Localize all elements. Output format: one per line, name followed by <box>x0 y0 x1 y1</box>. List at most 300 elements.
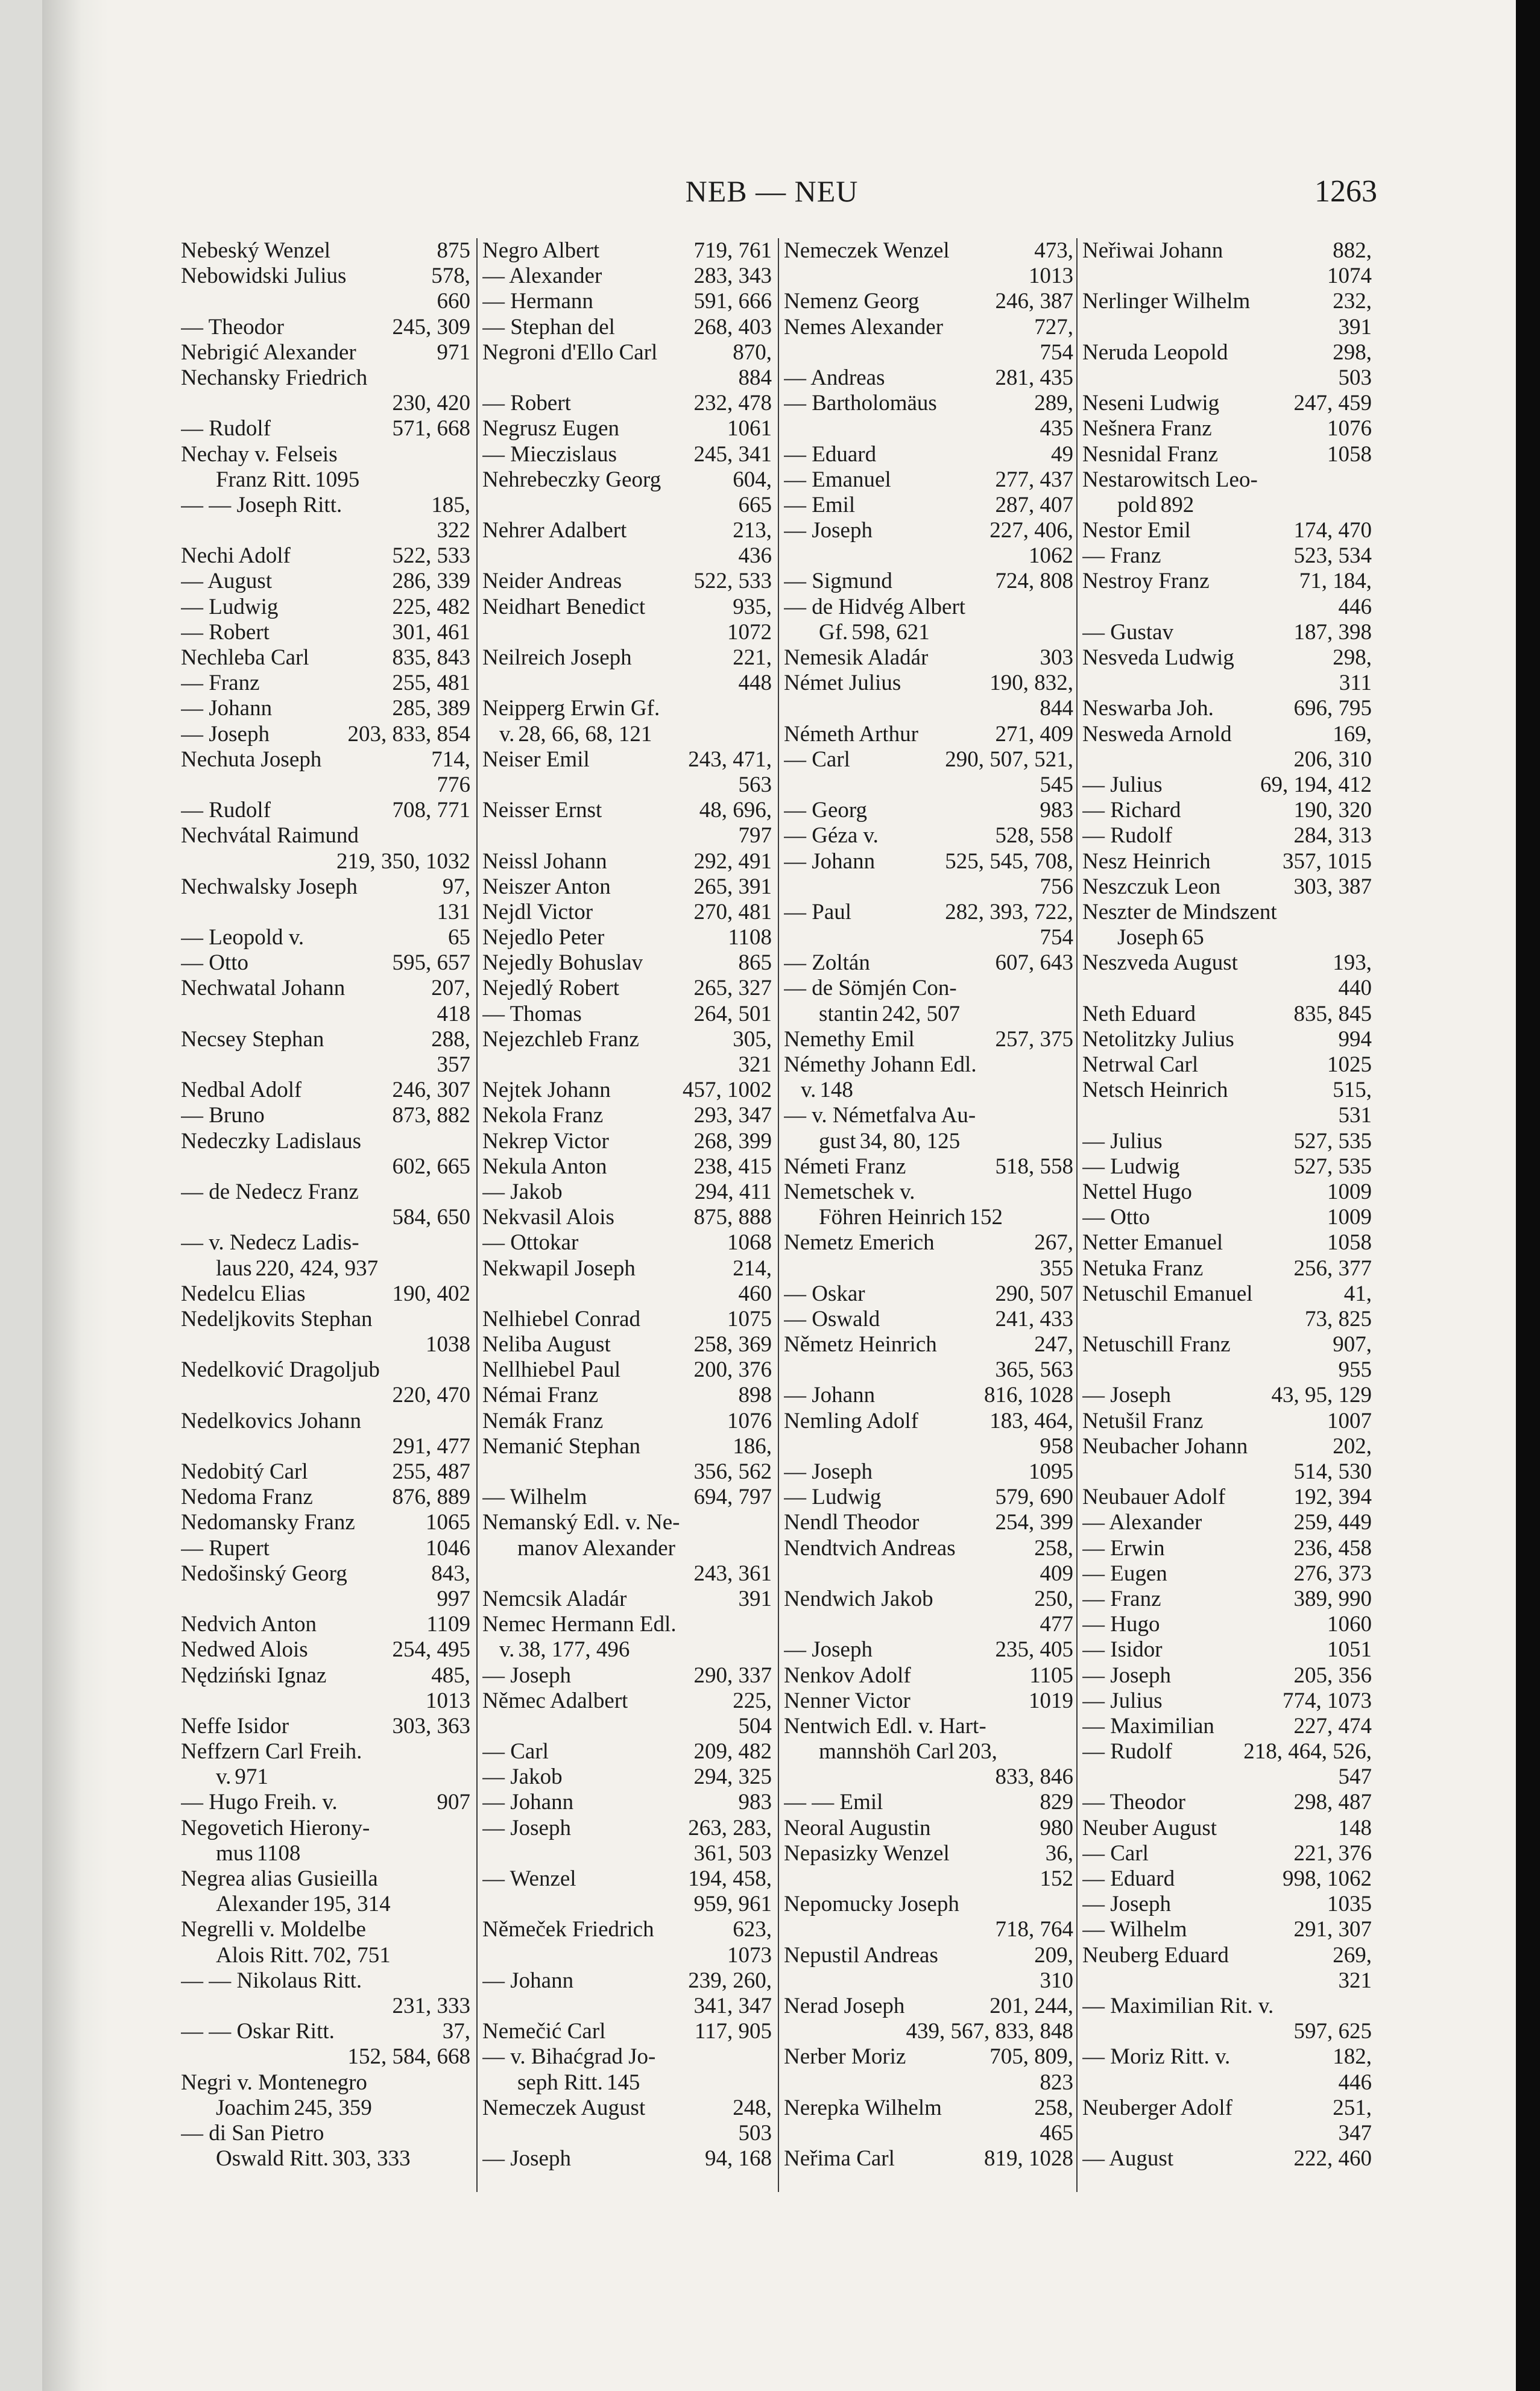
entry-pages: 34, 80, 125 <box>859 1128 961 1154</box>
index-entry <box>1082 2070 1372 2096</box>
entry-name: Nemečić Carl <box>482 2019 606 2044</box>
index-entry <box>784 1409 1073 1434</box>
index-entry <box>482 1485 772 1510</box>
entry-pages: 485, <box>431 1663 470 1688</box>
entry-pages: 241, 433 <box>995 1306 1073 1331</box>
index-entry <box>181 2044 470 2070</box>
index-entry <box>1082 1790 1372 1815</box>
index-entry <box>1082 1764 1372 1790</box>
entry-pages: 1095 <box>1029 1459 1073 1484</box>
entry-name: — Stephan del <box>482 314 615 340</box>
entry-name: — Ludwig <box>784 1485 882 1510</box>
index-entry <box>1082 1485 1372 1510</box>
entry-pages: 418 <box>437 1001 470 1026</box>
entry-name: — Johann <box>482 1968 574 1993</box>
index-entry <box>181 2121 470 2146</box>
entry-pages: 209, <box>1034 1942 1073 1968</box>
entry-name: Joseph <box>1117 925 1178 950</box>
entry-pages: 1076 <box>1327 416 1372 441</box>
entry-name: Nekwapil Joseph <box>482 1256 636 1281</box>
index-entry <box>784 340 1073 365</box>
index-entry <box>482 238 772 264</box>
entry-pages: 882, <box>1333 238 1372 263</box>
entry-name: Neilreich Joseph <box>482 645 632 670</box>
index-entry <box>181 1866 470 1892</box>
entry-pages: 665 <box>738 492 772 517</box>
entry-pages: 185, <box>431 492 470 517</box>
entry-pages: 284, 313 <box>1293 823 1372 848</box>
index-entry <box>482 2019 772 2044</box>
index-entry <box>181 315 470 340</box>
index-entry <box>784 1459 1073 1485</box>
entry-pages: 303, 387 <box>1293 874 1372 899</box>
index-entry <box>482 1637 772 1663</box>
entry-name: Negrea alias Gusieilla <box>181 1866 378 1891</box>
index-entry <box>1082 1409 1372 1434</box>
index-entry <box>784 1485 1073 1510</box>
index-entry <box>181 1434 470 1459</box>
entry-pages: 545 <box>1040 772 1073 797</box>
entry-name: — Jakob <box>482 1764 563 1790</box>
entry-pages: 254, 495 <box>392 1637 470 1663</box>
index-entry <box>482 1332 772 1357</box>
entry-name: — Rudolf <box>1082 823 1173 848</box>
entry-name: Neruda Leopold <box>1082 340 1228 365</box>
entry-pages: 41, <box>1343 1281 1372 1306</box>
entry-name: Netušil Franz <box>1082 1408 1204 1433</box>
entry-pages: 365, 563 <box>995 1357 1073 1383</box>
entry-pages: 303, 363 <box>392 1713 470 1739</box>
index-entry <box>181 1129 470 1154</box>
scan-edge-shadow <box>42 0 109 2391</box>
index-entry <box>181 1587 470 1612</box>
entry-name: — Joseph <box>482 2146 571 2171</box>
column-rule <box>1076 238 1078 2192</box>
index-entry <box>482 874 772 900</box>
entry-name: — Joseph <box>1082 1892 1171 1917</box>
entry-name: — Carl <box>784 747 850 772</box>
entry-pages: 38, 177, 496 <box>518 1637 630 1663</box>
entry-name: Nepasizky Wenzel <box>784 1840 950 1866</box>
entry-name: — Ottokar <box>482 1230 579 1256</box>
index-entry <box>1082 2146 1372 2171</box>
entry-name: laus <box>216 1256 252 1281</box>
entry-name: — Franz <box>1082 1586 1161 1611</box>
index-entry <box>181 493 470 518</box>
index-entry <box>784 289 1073 314</box>
index-entry <box>482 1205 772 1230</box>
index-entry <box>181 1154 470 1180</box>
entry-pages: 222, 460 <box>1293 2146 1372 2171</box>
index-entry <box>482 1180 772 1205</box>
entry-name: Nesveda Ludwig <box>1082 645 1234 670</box>
index-entry <box>181 518 470 543</box>
index-entry <box>1082 1968 1372 1994</box>
index-entry <box>482 1129 772 1154</box>
index-entry <box>181 1027 470 1052</box>
entry-name: Negrusz Eugen <box>482 416 620 441</box>
entry-pages: 584, 650 <box>392 1205 470 1230</box>
index-entry <box>482 1154 772 1180</box>
running-head <box>0 174 1540 228</box>
index-entry <box>181 1816 470 1841</box>
entry-pages: 1009 <box>1327 1179 1372 1204</box>
index-entry <box>482 1256 772 1281</box>
entry-pages: 473, <box>1034 238 1073 263</box>
entry-pages: 200, 376 <box>693 1357 772 1383</box>
index-entry <box>1082 264 1372 289</box>
entry-name: — di San Pietro <box>181 2120 324 2146</box>
entry-pages: 571, 668 <box>392 416 470 441</box>
entry-name: Němec Adalbert <box>482 1688 628 1713</box>
index-entry <box>482 543 772 569</box>
entry-pages: 1061 <box>727 416 772 441</box>
index-entry <box>482 569 772 594</box>
entry-pages: 958 <box>1040 1433 1073 1459</box>
entry-name: Neffzern Carl Freih. <box>181 1739 362 1764</box>
entry-pages: 527, 535 <box>1293 1154 1372 1179</box>
index-entry <box>482 1764 772 1790</box>
entry-name: Nekola Franz <box>482 1103 604 1128</box>
entry-pages: 708, 771 <box>392 798 470 823</box>
entry-name: Netrwal Carl <box>1082 1052 1199 1077</box>
index-entry <box>181 1612 470 1637</box>
index-entry <box>482 823 772 848</box>
entry-name: Nekrep Victor <box>482 1128 609 1154</box>
entry-pages: 43, 95, 129 <box>1271 1383 1372 1408</box>
entry-pages: 37, <box>442 2019 470 2044</box>
entry-pages: 1025 <box>1327 1052 1372 1077</box>
index-entry <box>784 1383 1073 1408</box>
index-entry <box>181 1256 470 1281</box>
index-entry <box>482 1536 772 1561</box>
entry-name: Nellhiebel Paul <box>482 1357 621 1383</box>
entry-pages: 756 <box>1040 874 1073 899</box>
entry-pages: 263, 283, <box>688 1815 772 1840</box>
index-entry <box>482 1434 772 1459</box>
entry-pages: 724, 808 <box>995 569 1073 594</box>
entry-name: — Moriz Ritt. v. <box>1082 2044 1231 2070</box>
index-entry <box>784 1790 1073 1815</box>
index-entry <box>482 620 772 645</box>
entry-name: — Gustav <box>1082 619 1174 645</box>
index-entry <box>181 1103 470 1128</box>
entry-name: Neiser Emil <box>482 747 590 772</box>
entry-pages: 870, <box>733 340 772 365</box>
index-entry <box>1082 1230 1372 1256</box>
entry-pages: 503 <box>1338 365 1372 390</box>
entry-name: Neubacher Johann <box>1082 1433 1248 1459</box>
index-entry <box>1082 1841 1372 1866</box>
entry-pages: 356, 562 <box>693 1459 772 1484</box>
entry-name: Negro Albert <box>482 238 600 263</box>
index-entry <box>1082 1739 1372 1764</box>
index-entry <box>181 900 470 925</box>
index-columns <box>181 238 1381 2192</box>
entry-pages: 435 <box>1040 416 1073 441</box>
entry-pages: 291, 307 <box>1293 1917 1372 1942</box>
index-entry <box>784 1739 1073 1764</box>
entry-pages: 259, 449 <box>1293 1510 1372 1535</box>
entry-name: Netuka Franz <box>1082 1256 1204 1281</box>
index-entry <box>181 1790 470 1815</box>
entry-pages: 190, 402 <box>392 1281 470 1306</box>
entry-name: — Julius <box>1082 772 1163 797</box>
entry-name: Neřiwai Johann <box>1082 238 1223 263</box>
entry-pages: 221, 376 <box>1293 1840 1372 1866</box>
entry-pages: 277, 437 <box>995 467 1073 492</box>
entry-name: v. <box>499 721 515 747</box>
entry-name: — Richard <box>1082 798 1181 823</box>
index-entry <box>181 2146 470 2171</box>
entry-pages: 719, 761 <box>693 238 772 263</box>
entry-name: Neubauer Adolf <box>1082 1485 1226 1510</box>
entry-name: Nechleba Carl <box>181 645 309 670</box>
entry-pages: 232, <box>1333 289 1372 314</box>
entry-name: Nechvátal Raimund <box>181 823 359 848</box>
entry-name: — Franz <box>181 671 260 696</box>
entry-name: Nestor Emil <box>1082 518 1191 543</box>
entry-pages: 28, 66, 68, 121 <box>518 721 652 747</box>
entry-name: — Otto <box>181 950 249 976</box>
entry-pages: 238, 415 <box>693 1154 772 1179</box>
entry-pages: 220, 470 <box>392 1383 470 1408</box>
index-entry <box>181 1485 470 1510</box>
entry-pages: 203, 833, 854 <box>347 721 470 747</box>
index-entry <box>181 925 470 950</box>
index-entry <box>181 2096 470 2121</box>
index-entry <box>1082 1612 1372 1637</box>
entry-name: — Georg <box>784 798 868 823</box>
index-entry <box>1082 1307 1372 1332</box>
index-entry <box>784 1230 1073 1256</box>
entry-name: — Paul <box>784 899 852 924</box>
index-entry <box>1082 365 1372 391</box>
entry-pages: 152 <box>1040 1866 1073 1891</box>
entry-name: Nesz Heinrich <box>1082 848 1211 874</box>
index-entry <box>784 1052 1073 1078</box>
index-entry <box>784 1892 1073 1917</box>
entry-name: Neszczuk Leon <box>1082 874 1221 899</box>
entry-pages: 36, <box>1045 1840 1073 1866</box>
entry-pages: 514, 530 <box>1293 1459 1372 1484</box>
index-entry <box>784 2096 1073 2121</box>
index-entry <box>181 1052 470 1078</box>
entry-name: Nemanský Edl. v. Ne- <box>482 1510 680 1535</box>
entry-pages: 660 <box>437 289 470 314</box>
entry-name: Nehrebeczky Georg <box>482 467 661 492</box>
index-entry <box>1082 1383 1372 1408</box>
entry-pages: 341, 347 <box>693 1993 772 2018</box>
entry-name: Nedbal Adolf <box>181 1078 302 1103</box>
entry-pages: 705, 809, <box>989 2044 1073 2070</box>
index-entry <box>181 772 470 798</box>
index-entry <box>784 1307 1073 1332</box>
index-entry <box>1082 1866 1372 1892</box>
entry-pages: 255, 481 <box>392 671 470 696</box>
index-entry <box>482 900 772 925</box>
entry-pages: 186, <box>733 1433 772 1459</box>
entry-name: — Joseph <box>784 1459 873 1484</box>
entry-pages: 225, <box>733 1688 772 1713</box>
entry-pages: 230, 420 <box>392 391 470 416</box>
index-entry <box>1082 1078 1372 1103</box>
entry-name: — Hermann <box>482 289 593 314</box>
entry-name: Nerepka Wilhelm <box>784 2095 942 2120</box>
entry-name: — Maximilian Rit. v. <box>1082 1993 1274 2018</box>
entry-pages: 579, 690 <box>995 1485 1073 1510</box>
index-entry <box>1082 1561 1372 1587</box>
entry-pages: 457, 1002 <box>683 1078 772 1103</box>
index-entry <box>482 1459 772 1485</box>
entry-pages: 776 <box>437 772 470 797</box>
index-entry <box>784 1688 1073 1714</box>
index-entry <box>181 874 470 900</box>
entry-name: Nešnera Franz <box>1082 416 1212 441</box>
scan-edge-right <box>1516 0 1540 2391</box>
index-entry <box>482 442 772 467</box>
entry-name: — Robert <box>482 391 571 416</box>
entry-name: — August <box>1082 2146 1174 2171</box>
entry-name: Neuber August <box>1082 1815 1217 1840</box>
entry-name: — Alexander <box>482 264 602 289</box>
entry-pages: 255, 487 <box>392 1459 470 1484</box>
entry-pages: 281, 435 <box>995 365 1073 390</box>
index-entry <box>482 1027 772 1052</box>
index-entry <box>181 747 470 772</box>
entry-pages: 293, 347 <box>693 1103 772 1128</box>
index-entry <box>482 1790 772 1815</box>
index-entry <box>784 315 1073 340</box>
entry-pages: 94, 168 <box>705 2146 772 2171</box>
entry-pages: 835, 845 <box>1293 1001 1372 1026</box>
index-entry <box>1082 1994 1372 2019</box>
index-entry <box>784 2044 1073 2070</box>
entry-pages: 182, <box>1333 2044 1372 2070</box>
index-entry <box>482 2146 772 2171</box>
index-entry <box>482 671 772 696</box>
entry-pages: 361, 503 <box>693 1840 772 1866</box>
index-entry <box>181 1078 470 1103</box>
index-entry <box>1082 772 1372 798</box>
index-entry <box>181 798 470 823</box>
entry-pages: 884 <box>738 365 772 390</box>
index-entry <box>784 1510 1073 1535</box>
index-entry <box>482 950 772 976</box>
entry-name: Negroni d'Ello Carl <box>482 340 658 365</box>
entry-name: — Joseph <box>181 721 270 747</box>
index-entry <box>784 2070 1073 2096</box>
entry-name: Netolitzky Julius <box>1082 1026 1234 1052</box>
index-entry <box>482 2121 772 2146</box>
entry-pages: 190, 832, <box>989 671 1073 696</box>
entry-name: — Ludwig <box>181 594 279 619</box>
index-entry <box>784 874 1073 900</box>
entry-name: Nekvasil Alois <box>482 1205 614 1230</box>
entry-pages: 1007 <box>1327 1408 1372 1433</box>
entry-pages: 287, 407 <box>995 492 1073 517</box>
index-entry <box>482 1816 772 1841</box>
entry-pages: 774, 1073 <box>1283 1688 1372 1713</box>
entry-pages: 219, 350, 1032 <box>336 848 470 874</box>
entry-name: — — Joseph Ritt. <box>181 492 342 517</box>
entry-pages: 391 <box>1338 314 1372 340</box>
entry-pages: 145 <box>606 2070 640 2095</box>
index-entry <box>482 493 772 518</box>
index-entry <box>1082 1434 1372 1459</box>
entry-pages: 205, 356 <box>1293 1663 1372 1688</box>
entry-name: Nendl Theodor <box>784 1510 920 1535</box>
entry-name: Nechansky Friedrich <box>181 365 368 390</box>
entry-name: — Johann <box>482 1790 574 1815</box>
entry-name: Nebowidski Julius <box>181 264 347 289</box>
index-entry <box>181 467 470 493</box>
entry-pages: 448 <box>738 671 772 696</box>
entry-pages: 980 <box>1040 1815 1073 1840</box>
entry-name: Neliba August <box>482 1332 611 1357</box>
index-entry <box>482 747 772 772</box>
entry-pages: 1058 <box>1327 1230 1372 1256</box>
entry-pages: 148 <box>819 1078 853 1103</box>
entry-pages: 267, <box>1034 1230 1073 1256</box>
index-entry <box>181 238 470 264</box>
index-entry <box>1082 340 1372 365</box>
entry-name: Nechay v. Felseis <box>181 441 338 467</box>
entry-name: Nedeczky Ladislaus <box>181 1128 361 1154</box>
entry-name: Negrelli v. Moldelbe <box>181 1917 366 1942</box>
entry-pages: 446 <box>1338 594 1372 619</box>
entry-pages: 754 <box>1040 340 1073 365</box>
entry-name: Nendtvich Andreas <box>784 1535 956 1561</box>
index-entry <box>482 1968 772 1994</box>
entry-name: Neider Andreas <box>482 569 622 594</box>
entry-name: — Johann <box>784 848 876 874</box>
index-entry <box>784 1561 1073 1587</box>
entry-name: Nejezchleb Franz <box>482 1026 639 1052</box>
entry-pages: 283, 343 <box>693 264 772 289</box>
entry-name: — — Nikolaus Ritt. <box>181 1968 362 1993</box>
entry-pages: 227, 406, <box>989 518 1073 543</box>
entry-name: Netsch Heinrich <box>1082 1078 1228 1103</box>
entry-name: Nedelković Dragoljub <box>181 1357 380 1383</box>
entry-pages: 522, 533 <box>392 543 470 569</box>
index-entry <box>181 849 470 874</box>
index-entry <box>181 595 470 620</box>
index-entry <box>1082 900 1372 925</box>
entry-pages: 236, 458 <box>1293 1535 1372 1561</box>
entry-name: — Joseph <box>482 1815 571 1840</box>
entry-pages: 357, 1015 <box>1283 848 1372 874</box>
entry-name: Nepomucky Joseph <box>784 1892 959 1917</box>
index-entry <box>784 849 1073 874</box>
index-entry <box>482 340 772 365</box>
entry-name: stantin <box>819 1001 879 1026</box>
entry-name: Němeček Friedrich <box>482 1917 654 1942</box>
index-entry <box>181 1459 470 1485</box>
entry-pages: 1075 <box>727 1306 772 1331</box>
entry-pages: 305, <box>733 1026 772 1052</box>
index-entry <box>482 365 772 391</box>
entry-name: Nechwatal Johann <box>181 976 346 1001</box>
entry-pages: 264, 501 <box>693 1001 772 1026</box>
entry-pages: 1019 <box>1029 1688 1073 1713</box>
entry-name: Nestarowitsch Leo- <box>1082 467 1258 492</box>
index-entry <box>784 2121 1073 2146</box>
index-entry <box>784 493 1073 518</box>
entry-pages: 547 <box>1338 1764 1372 1790</box>
entry-pages: 117, 905 <box>694 2019 772 2044</box>
index-entry <box>784 1587 1073 1612</box>
